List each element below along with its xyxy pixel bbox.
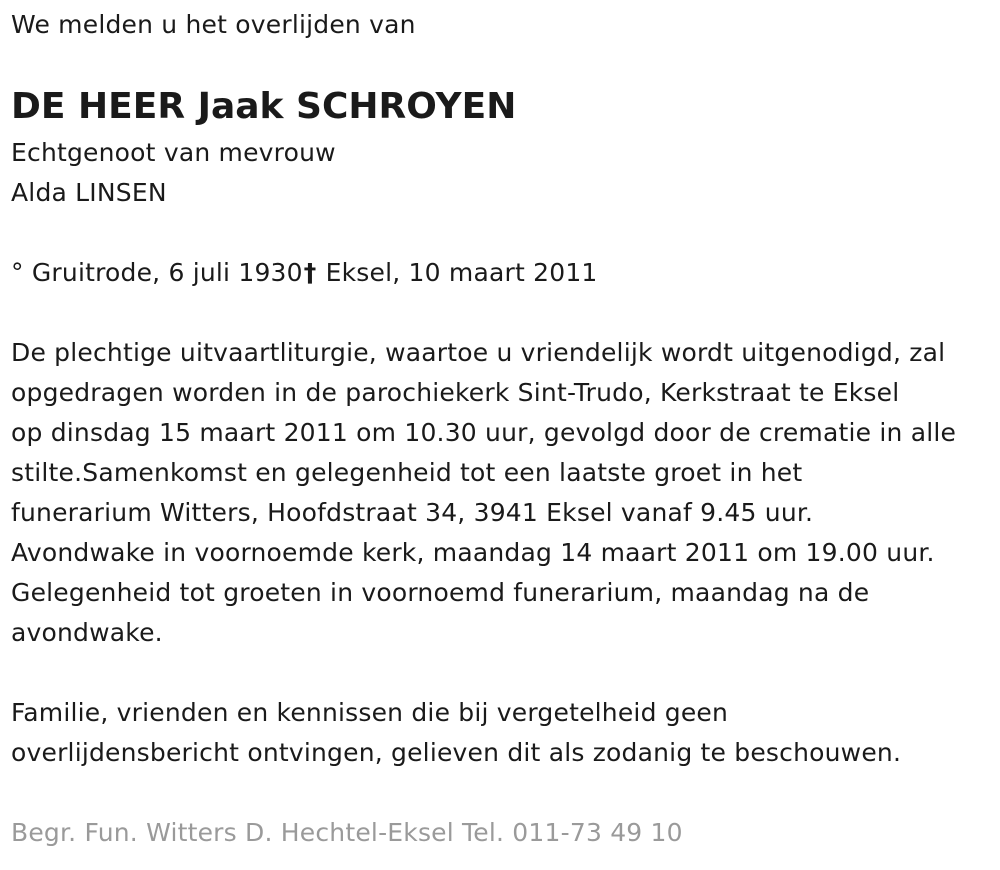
intro-text: We melden u het overlijden van <box>11 10 416 39</box>
paragraph-line: Familie, vrienden en kennissen die bij vergetelheid geen <box>11 698 729 727</box>
cross-icon: † <box>303 258 317 287</box>
spouse-block <box>11 133 336 213</box>
spouse-line: Alda LINSEN <box>11 178 167 207</box>
dates-line <box>11 253 598 293</box>
paragraph-line: stilte.Samenkomst en gelegenheid tot een laatste groet in het <box>11 458 803 487</box>
paragraph-line: De plechtige uitvaartliturgie, waartoe u vriendelijk wordt uitgenodigd, zal <box>11 338 946 367</box>
paragraph-line: overlijdensbericht ontvingen, gelieven dit als zodanig te beschouwen. <box>11 738 902 767</box>
death-info: Eksel, 10 maart 2011 <box>317 258 598 287</box>
paragraph-line: Gelegenheid tot groeten in voornoemd funerarium, maandag na de <box>11 578 870 607</box>
paragraph-line: funerarium Witters, Hoofdstraat 34, 3941 Eksel vanaf 9.45 uur. <box>11 498 814 527</box>
paragraph-line: Avondwake in voornoemde kerk, maandag 14 maart 2011 om 19.00 uur. <box>11 538 935 567</box>
birth-info: ° Gruitrode, 6 juli 1930 <box>11 258 303 287</box>
paragraph-line: avondwake. <box>11 618 163 647</box>
spouse-line: Echtgenoot van mevrouw <box>11 138 336 167</box>
deceased-name: DE HEER Jaak SCHROYEN <box>11 86 517 127</box>
paragraph-line: opgedragen worden in de parochiekerk Sint-Trudo, Kerkstraat te Eksel <box>11 378 900 407</box>
ceremony-paragraph <box>11 333 956 653</box>
paragraph-line: op dinsdag 15 maart 2011 om 10.30 uur, gevolgd door de crematie in alle <box>11 418 957 447</box>
funeral-home-footer: Begr. Fun. Witters D. Hechtel-Eksel Tel. 011-73 49 10 <box>11 818 683 847</box>
family-paragraph <box>11 693 901 773</box>
